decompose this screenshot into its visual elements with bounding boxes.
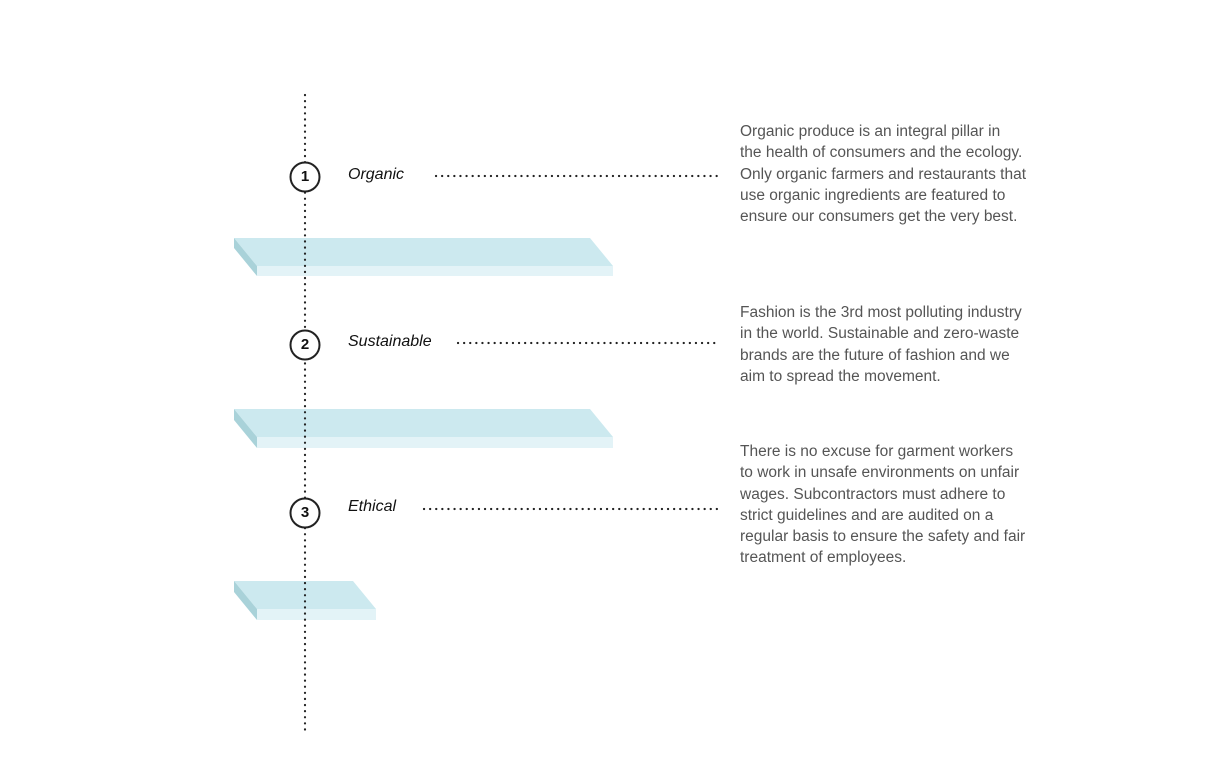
shelf-1 <box>234 238 613 276</box>
step-label-ethical: Ethical <box>348 498 397 515</box>
step-description-organic: Organic produce is an integral pillar in the health of consumers and the ecology. Only organic farmers and restaurants that use organic ingredients are featured to ensure our consumers get the very best. <box>740 123 1027 226</box>
step-description-ethical: There is no excuse for garment workers to work in unsafe environments on unfair wages. Subcontractors must adhere to strict guidelines and are audited on a regular basis to ensure the safety and fair treatment of employees. <box>740 443 1026 567</box>
shelf-1-top <box>234 238 613 266</box>
shelf-2-top <box>234 409 613 437</box>
step-label-sustainable: Sustainable <box>348 333 432 350</box>
shelf-3-front <box>257 609 376 620</box>
step-description-sustainable: Fashion is the 3rd most polluting industry in the world. Sustainable and zero-waste brands are the future of fashion and we aim to spread the movement. <box>740 304 1022 385</box>
step-number-3: 3 <box>300 504 310 521</box>
step-number-2: 2 <box>300 336 310 353</box>
shelf-2 <box>234 409 613 448</box>
step-number-1: 1 <box>300 168 310 185</box>
shelf-1-front <box>257 266 613 276</box>
shelf-2-front <box>257 437 613 448</box>
step-label-organic: Organic <box>348 166 405 183</box>
